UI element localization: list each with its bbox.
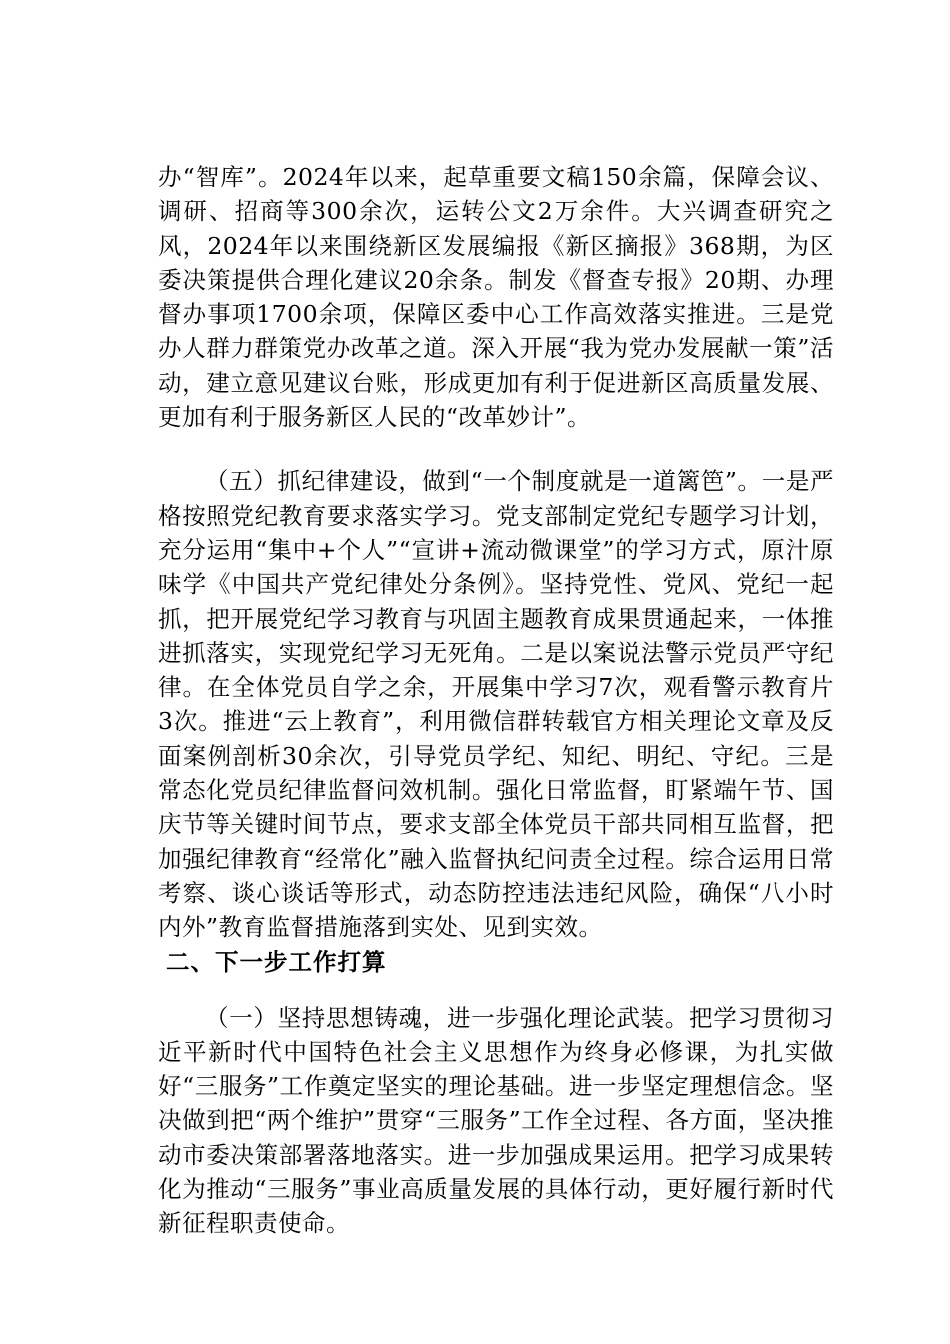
- body-paragraph: （五）抓纪律建设，做到“一个制度就是一道篱笆”。一是严格按照党纪教育要求落实学习。党支部制定党纪专题学习计划，充分运用“集中+个人”“宣讲+流动微课堂”的学习方式，原汁原味学《中国共产党纪律处分条例》。坚持党性、党风、党纪一起抓，把开展党纪学习教育与巩固主题教育成果贯通起来，一体推进抓落实，实现党纪学习无死角。二是以案说法警示党员严守纪律。在全体党员自学之余，开展集中学习7次，观看警示教育片3次。推进“云上教育”，利用微信群转载官方相关理论文章及反面案例剖析30余次，引导党员学纪、知纪、明纪、守纪。三是常态化党员纪律监督问效机制。强化日常监督，盯紧端午节、国庆节等关键时间节点，要求支部全体党员干部共同相互监督，把加强纪律教育“经常化”融入监督执纪问责全过程。综合运用日常考察、谈心谈话等形式，动态防控违法违纪风险，确保“八小时内外”教育监督措施落到实处、见到实效。: [158, 467, 834, 942]
- section-heading: 二、下一步工作打算: [166, 947, 387, 976]
- body-paragraph: 办“智库”。2024年以来，起草重要文稿150余篇，保障会议、调研、招商等300余次，运转公文2万余件。大兴调查研究之风，2024年以来围绕新区发展编报《新区摘报》368期，为区委决策提供合理化建议20余条。制发《督查专报》20期、办理督办事项1700余项，保障区委中心工作高效落实推进。三是党办人群力群策党办改革之道。深入开展“我为党办发展献一策”活动，建立意见建议台账，形成更加有利于促进新区高质量发展、更加有利于服务新区人民的“改革妙计”。: [158, 163, 834, 432]
- body-paragraph: （一）坚持思想铸魂，进一步强化理论武装。把学习贯彻习近平新时代中国特色社会主义思想作为终身必修课，为扎实做好“三服务”工作奠定坚实的理论基础。进一步坚定理想信念。坚决做到把“两个维护”贯穿“三服务”工作全过程、各方面，坚决推动市委决策部署落地落实。进一步加强成果运用。把学习成果转化为推动“三服务”事业高质量发展的具体行动，更好履行新时代新征程职责使命。: [158, 1003, 834, 1238]
- document-page: [158, 160, 834, 1241]
